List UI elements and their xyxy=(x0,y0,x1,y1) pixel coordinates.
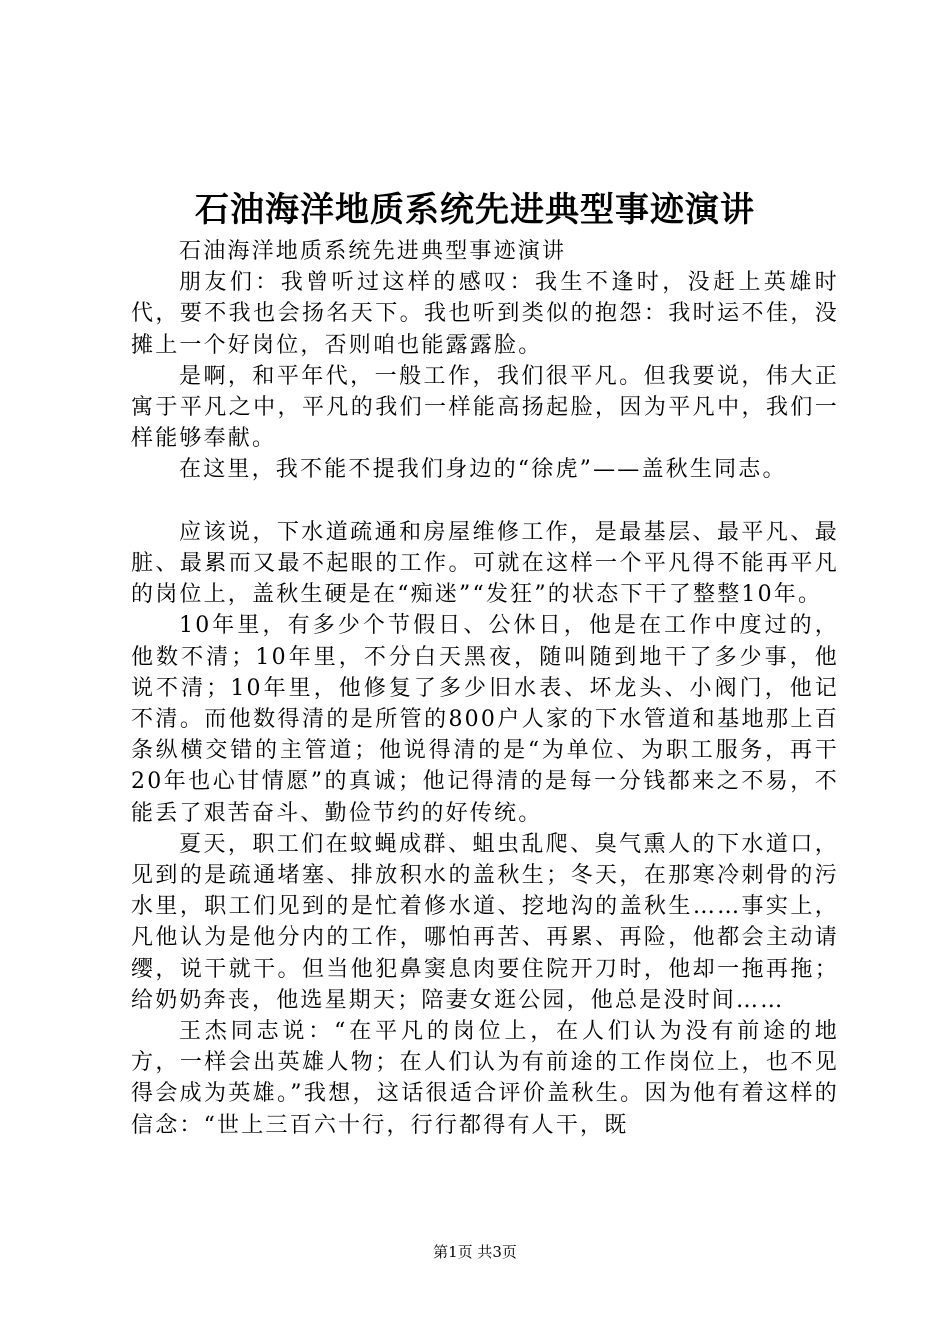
paragraph: 王杰同志说：“在平凡的岗位上，在人们认为没有前途的地方，一样会出英雄人物；在人们认为有前途的工作岗位上，也不见得会成为英雄。”我想，这话很适合评价盖秋生。因为他有着这样的信念：“世上三百六十行，行行都得有人干，既 xyxy=(131,1019,839,1138)
paragraph: 应该说，下水道疏通和房屋维修工作，是最基层、最平凡、最脏、最累而又最不起眼的工作。可就在这样一个平凡得不能再平凡的岗位上，盖秋生硬是在“痴迷”“发狂”的状态下干了整整10年。 xyxy=(131,519,839,608)
paragraph: 10年里，有多少个节假日、公休日，他是在工作中度过的，他数不清；10年里，不分白天黑夜，随叫随到地干了多少事，他说不清；10年里，他修复了多少旧水表、坏龙头、小阀门，他记不清。而他数得清的是所管的800户人家的下水管道和基地那上百条纵横交错的主管道；他说得清的是“为单位、为职工服务，再干20年也心甘情愿”的真诚；他记得清的是每一分钱都来之不易，不能丢了艰苦奋斗、勤俭节约的好传统。 xyxy=(131,613,839,826)
paragraph: 朋友们：我曾听过这样的感叹：我生不逢时，没赶上英雄时代，要不我也会扬名天下。我也听到类似的抱怨：我时运不佳，没摊上一个好岗位，否则咱也能露露脸。 xyxy=(131,270,839,358)
page-footer: 第1页 共3页 xyxy=(433,1243,517,1261)
document-body xyxy=(131,236,839,1141)
paragraph: 石油海洋地质系统先进典型事迹演讲 xyxy=(179,239,567,264)
paragraph: 在这里，我不能不提我们身边的“徐虎”——盖秋生同志。 xyxy=(179,457,787,483)
paragraph: 是啊，和平年代，一般工作，我们很平凡。但我要说，伟大正寓于平凡之中，平凡的我们一样能高扬起脸，因为平凡中，我们一样能够奉献。 xyxy=(131,363,839,452)
paragraph: 夏天，职工们在蚊蝇成群、蛆虫乱爬、臭气熏人的下水道口，见到的是疏通堵塞、排放积水的盖秋生；冬天，在那寒冷刺骨的污水里，职工们见到的是忙着修水道、挖地沟的盖秋生……事实上，凡他认为是他分内的工作，哪怕再苦、再累、再险，他都会主动请缨，说干就干。但当他犯鼻窦息肉要住院开刀时，他却一拖再拖；给奶奶奔丧，他选星期天；陪妻女逛公园，他总是没时间…… xyxy=(131,831,839,1013)
document-title: 石油海洋地质系统先进典型事迹演讲 xyxy=(195,190,755,230)
